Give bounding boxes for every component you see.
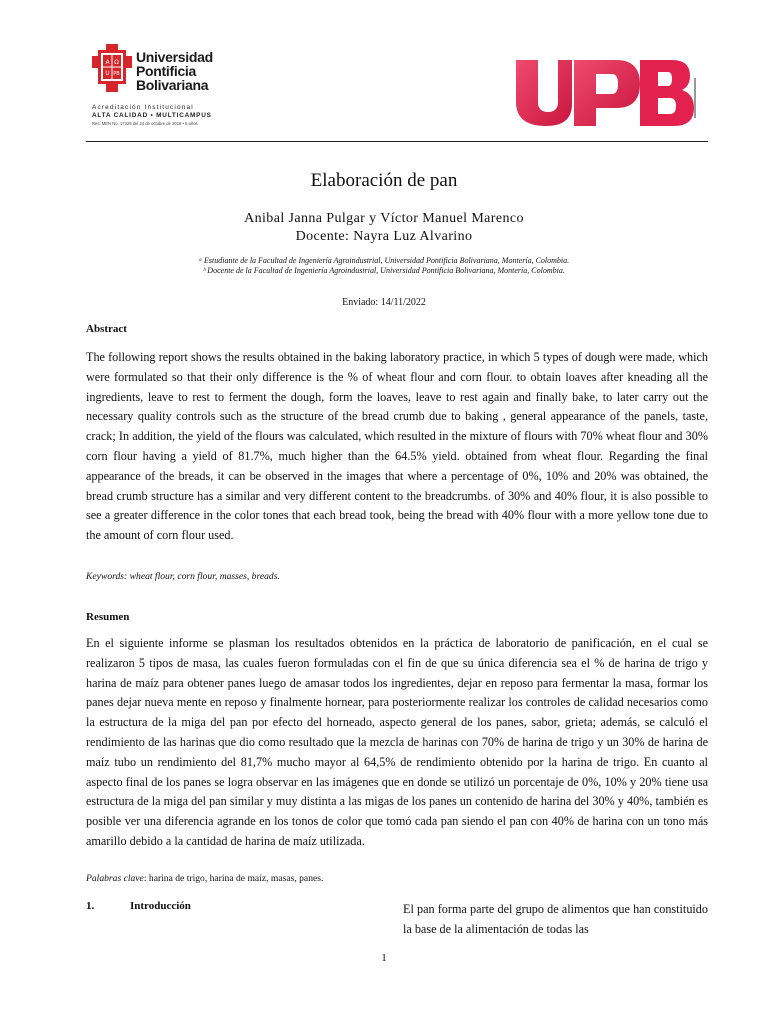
abstract-text: The following report shows the results obtained in the baking laboratory practice, in which 5 types of dough were made, which were formulated so that their only difference is the % of wheat flour and corn flour. to obtain loaves after kneading all the ingredients, leave to rest to ferment the dough, form the loaves, leave to rest again and finally bake, to later carry out the necessary quality controls such as the structure of the bread crumb due to baking , general appearance of the panels, taste, crack; In addition, the yield of the flours was calculated, which resulted in the mixture of flours with 70% wheat flour and 30% corn flour having a yield of 81.7%, much higher than the 64.5% yield. obtained from wheat flour. Regarding the final appearance of the breads, it can be observed in the images that where a percentage of 0%, 10% and 20% was obtained, the bread crumb structure has a similar and very different content to the breadcrumbs. of 30% and 40% flour, it is also possible to see a greater difference in the color tones that each bread took, being the bread with 40% flour with a more yellow tone due to the amount of corn flour used. [86, 350, 708, 543]
university-name [136, 50, 213, 92]
resumen-text: En el siguiente informe se plasman los resultados obtenidos en la práctica de laboratorio de panificación, en el cual se realizaron 5 tipos de masa, las cuales fueron formuladas con el fin de que su única diferencia sea el % de harina de trigo y harina de maíz para obtener panes luego de amasar todos los ingredientes, dejar en reposo para fermentar la masa, formar los panes dejar nueva mente en reposo y finalmente hornear, para posteriormente realizar los controles de calidad necesarios como la estructura de la miga del pan por efecto del horneado, aspecto general de los panes, sabor, grieta; además, se calculó el rendimiento de las harinas que dio como resultado que la mezcla de harinas con 70% de harina de trigo y un 30% de harina de maíz tubo un rendimiento del 81,7% mucho mayor al 64,5% de rendimiento obtenido por la harina de trigo. En cuanto al aspecto final de los panes se logra observar en las imágenes que en donde se utilizó un porcentaje de 0%, 10% y 20% tiene usa estructura de la miga del pan similar y muy distinta a las migas de los panes un contenido de harina del 30% y 40%, también es posible ver una diferencia agrande en los tonos de color que tomó cada pan siendo el pan con 40% de harina con un tono más amarillo debido a la cantidad de harina de maíz utilizada. [86, 636, 708, 848]
resumen-heading: Resumen [86, 611, 130, 623]
seal-letter-u: U [105, 70, 110, 77]
seal-letter-pb: PB [113, 71, 120, 77]
accreditation-resolution: Res. MEN No. 17228 del 24 de octubre de 2018 • 8 años [92, 121, 198, 126]
accreditation-label: Acreditación Institucional [92, 104, 194, 111]
university-name-line: Pontificia [136, 63, 197, 79]
keywords-label: Keywords: [86, 571, 128, 582]
affiliation-teacher: ᵇ Docente de la Facultad de Ingeniería Agroindustrial, Universidad Pontificia Bolivariana, Montería, Colombia. [203, 266, 565, 275]
palabras-clave-label: Palabras clave [86, 873, 144, 884]
header-divider [86, 141, 708, 142]
teacher: Docente: Nayra Luz Alvarino [295, 229, 473, 244]
author-block [0, 210, 768, 246]
accreditation-quality: ALTA CALIDAD • MULTICAMPUS [92, 112, 212, 119]
palabras-clave-list: : harina de trigo, harina de maíz, masas, panes. [143, 873, 324, 884]
paper-title: Elaboración de pan [310, 170, 458, 191]
university-logo [92, 44, 232, 134]
university-name-line: Bolivariana [136, 77, 209, 93]
keywords-list: wheat flour, corn flour, masses, breads. [127, 571, 280, 582]
seal-letter-omega: Ω [114, 59, 119, 66]
university-name-line: Universidad [136, 49, 213, 65]
keywords [86, 571, 280, 582]
section-title: Introducción [130, 900, 191, 912]
abstract-heading: Abstract [86, 323, 127, 335]
seal-letter-a: A [105, 59, 110, 66]
affiliation-student: ᵃ Estudiante de la Facultad de Ingeniería Agroindustrial, Universidad Pontificia Bolivariana, Montería, Colombia. [198, 256, 570, 265]
upb-logo [512, 58, 698, 128]
authors: Anibal Janna Pulgar y Víctor Manuel Marenco [244, 211, 524, 226]
university-seal-icon [92, 44, 132, 92]
page-number: 1 [381, 952, 387, 964]
palabras-clave [86, 873, 323, 884]
submission-date: Enviado: 14/11/2022 [342, 297, 426, 308]
section-number: 1. [86, 900, 95, 912]
intro-text: El pan forma parte del grupo de alimentos que han constituido la base de la alimentación de todas las [403, 902, 708, 936]
affiliations [0, 256, 768, 276]
